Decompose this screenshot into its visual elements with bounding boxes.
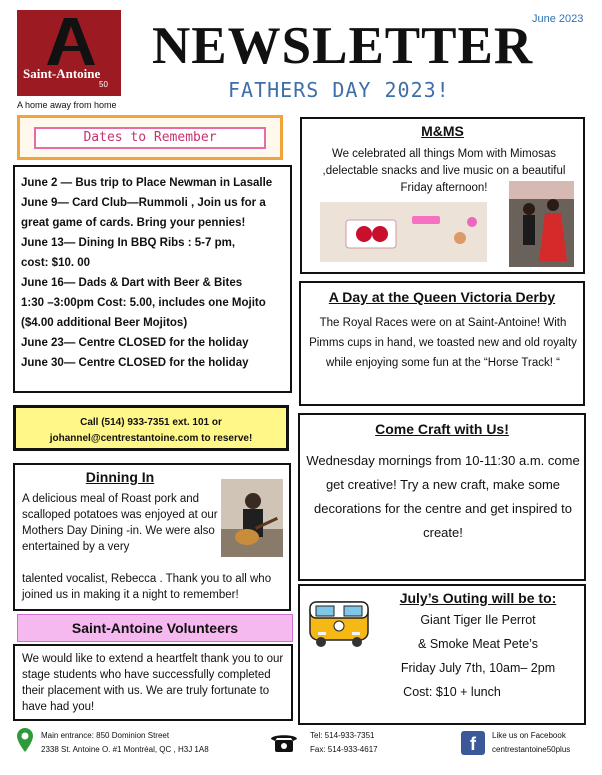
address <box>41 729 209 757</box>
logo-name: Saint-Antoine <box>23 66 101 81</box>
outing-line1: Giant Tiger Ile Perrot <box>420 613 536 627</box>
event-item: June 2 — Bus trip to Place Newman in Lasalle <box>21 177 273 189</box>
facebook-line1: Like us on Facebook <box>492 731 566 740</box>
contact-numbers <box>310 729 378 757</box>
reservation-callout <box>13 405 289 451</box>
issue-date: June 2023 <box>532 13 584 25</box>
event-item: June 30— Centre CLOSED for the holiday <box>21 357 249 369</box>
dinning-in-section <box>13 463 291 611</box>
tel-number: Tel: 514-933-7351 <box>310 731 375 740</box>
dinning-in-text-tail: talented vocalist, Rebecca . Thank you to all who joined us in making it a night to remember! <box>22 573 272 601</box>
bus-icon <box>306 592 372 654</box>
newsletter-subtitle: FATHERS DAY 2023! <box>228 78 450 102</box>
facebook-info <box>492 729 570 757</box>
tagline: A home away from home <box>17 100 117 110</box>
event-item: June 23— Centre CLOSED for the holiday <box>21 337 249 349</box>
address-line2: 2338 St. Antoine O. #1 Montréal, QC , H3J 1A8 <box>41 745 209 754</box>
events-list <box>13 165 292 393</box>
outing-line2: & Smoke Meat Pete’s <box>418 637 538 651</box>
outing-line4: Cost: $10 + lunch <box>403 685 501 699</box>
newsletter-title: NEWSLETTER <box>152 17 534 75</box>
volunteers-text: We would like to extend a heartfelt thank you to our stage students who have successfully completed their placement with us. We are truly fortunate to have had you! <box>22 653 284 713</box>
logo-50: 50 <box>99 80 108 89</box>
mms-title: M&MS <box>421 123 464 139</box>
outing-title: July’s Outing will be to: <box>399 590 557 606</box>
derby-text: The Royal Races were on at Saint-Antoine! With Pimms cups in hand, we toasted new and old royalty while enjoying some fun at the “Horse Track! “ <box>309 317 577 369</box>
dates-banner-label: Dates to Remember <box>34 127 266 149</box>
fax-number: Fax: 514-933-4617 <box>310 745 378 754</box>
volunteers-section <box>13 644 293 721</box>
derby-title: A Day at the Queen Victoria Derby <box>328 289 556 305</box>
reservation-email[interactable]: johannel@centrestantoine.com to reserve! <box>49 433 253 444</box>
outing-line3: Friday July 7th, 10am– 2pm <box>400 661 556 675</box>
facebook-handle[interactable]: centrestantoine50plus <box>492 745 571 754</box>
logo <box>17 10 121 96</box>
mms-text: We celebrated all things Mom with Mimosas ,delectable snacks and live music on a beautiful Friday afternoon! <box>322 148 566 194</box>
location-pin-icon <box>17 728 33 752</box>
mms-section <box>300 117 585 274</box>
dinning-in-title: Dinning In <box>85 469 155 485</box>
craft-section <box>298 413 586 581</box>
derby-section <box>299 281 585 406</box>
event-item: cost: $10. 00 <box>21 257 91 269</box>
dates-banner <box>17 115 283 160</box>
event-item: June 13— Dining In BBQ Ribs : 5-7 pm, <box>21 237 236 249</box>
craft-text: Wednesday mornings from 10-11:30 a.m. come get creative! Try a new craft, make some decorations for the centre and get inspired to create! <box>306 453 580 540</box>
vocalist-photo <box>221 479 283 557</box>
outing-section <box>298 584 586 725</box>
event-item: June 9— Card Club—Rummoli , Join us for a great game of cards. Bring your pennies! <box>21 197 266 229</box>
volunteers-title: Saint-Antoine Volunteers <box>17 614 293 642</box>
dinning-in-text: A delicious meal of Roast pork and scalloped potatoes was enjoyed at our Mothers Day Dining -in. We were also entertained by a very <box>22 493 218 553</box>
address-line1: Main entrance: 850 Dominion Street <box>41 731 170 740</box>
telephone-icon <box>269 731 299 753</box>
facebook-icon[interactable]: f <box>461 731 485 755</box>
event-item: 1:30 –3:00pm Cost: 5.00, includes one Mojito ($4.00 additional Beer Mojitos) <box>21 297 266 329</box>
craft-title: Come Craft with Us! <box>375 421 509 437</box>
mms-photo <box>320 202 487 262</box>
reservation-phone: Call (514) 933-7351 ext. 101 or <box>80 417 222 428</box>
event-item: June 16— Dads & Dart with Beer & Bites <box>21 277 243 289</box>
performers-photo <box>509 181 574 267</box>
